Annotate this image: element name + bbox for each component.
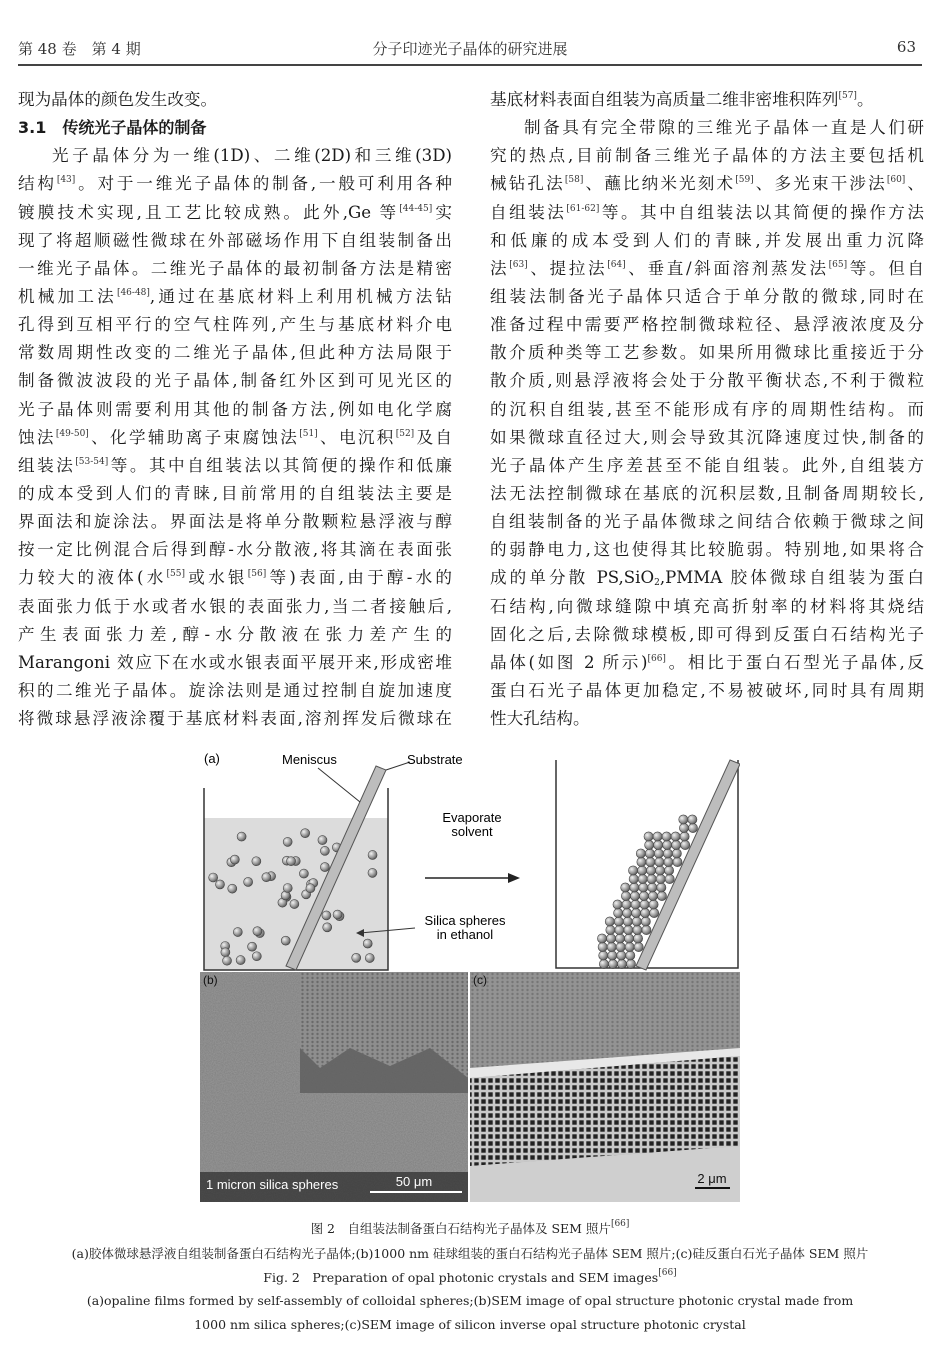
crystal-sphere — [607, 942, 616, 951]
substrate-label: Substrate — [407, 752, 463, 767]
text-line: 和低廉的成本受到人们的青睐,并发展出重力沉降 — [490, 230, 924, 250]
text-line: 法无法控制微球在基底的沉积层数,且制备周期较长, — [490, 483, 924, 503]
silica-sphere — [230, 855, 239, 864]
silica-sphere — [301, 829, 310, 838]
text-line: 固化之后,去除微球模板,即可得到反蛋白石结构光子 — [490, 624, 924, 644]
citation: [64] — [607, 259, 626, 270]
text-line: 常数周期性改变的二维光子晶体,但此种方法局限于 — [18, 343, 452, 363]
header-rule — [18, 64, 922, 66]
crystal-sphere — [597, 934, 606, 943]
crystal-sphere — [654, 840, 663, 849]
citation: [66] — [647, 653, 666, 664]
crystal-sphere — [640, 900, 649, 909]
text-line: 散介质种类等工艺参数。如果所用微球比重接近于分 — [490, 343, 924, 363]
evaporate-label-2: solvent — [451, 824, 493, 839]
citation: [55] — [166, 569, 186, 580]
text-line: 究的热点,目前制备三维光子晶体的方法主要包括机 — [490, 146, 924, 166]
crystal-sphere — [639, 891, 648, 900]
citation: [44-45] — [399, 203, 433, 214]
crystal-sphere — [662, 832, 671, 841]
crystal-sphere — [641, 917, 650, 926]
silica-sphere — [287, 857, 296, 866]
section-heading: 3.1 传统光子晶体的制备 — [18, 118, 207, 138]
silica-sphere — [322, 911, 331, 920]
text-line: 将微球悬浮液涂覆于基底材料表面,溶剂挥发后微球在 — [18, 709, 452, 729]
silica-sphere — [323, 923, 332, 932]
text-line: 机械加工法[46-48],通过在基底材料上利用机械方法钻 — [18, 286, 452, 306]
crystal-sphere — [645, 849, 654, 858]
silica-sphere — [244, 877, 253, 886]
crystal-sphere — [621, 883, 630, 892]
running-title: 分子印迹光子晶体的研究进展 — [372, 40, 568, 58]
crystal-sphere — [646, 866, 655, 875]
panel-b-scale: 50 μm — [395, 1174, 433, 1189]
crystal-sphere — [648, 891, 657, 900]
text-line: 按一定比例混合后得到醇-水分散液,将其滴在表面张 — [18, 540, 452, 560]
text-line: 准备过程中需要严格控制微球粒径、悬浮液浓度及分 — [490, 315, 924, 335]
crystal-sphere — [606, 934, 615, 943]
panel-b-caption: 1 micron silica spheres — [206, 1177, 339, 1192]
text-line: 石结构,向微球缝隙中填充高折射率的材料将其烧结 — [490, 596, 924, 616]
crystal-sphere — [657, 891, 666, 900]
citation: [53-54] — [75, 456, 109, 467]
crystal-sphere — [615, 925, 624, 934]
citation: [58] — [564, 175, 584, 186]
crystal-sphere — [599, 951, 608, 960]
crystal-sphere — [628, 866, 637, 875]
text-line: 自组装制备的光子晶体微球之间结合依赖于微球之间 — [490, 512, 924, 532]
crystal-sphere — [631, 900, 640, 909]
text-line: 光子晶体产生序差甚至不能自组装。此外,自组装方 — [490, 455, 924, 475]
page-number: 63 — [896, 38, 916, 56]
silica-sphere — [209, 873, 218, 882]
crystal-sphere — [636, 849, 645, 858]
crystal-sphere — [616, 942, 625, 951]
volume-issue: 第 48 卷 第 4 期 — [18, 40, 141, 58]
crystal-sphere — [614, 908, 623, 917]
citation: [65] — [828, 259, 848, 270]
crystal-sphere — [629, 874, 638, 883]
text-line: 法[63]、提拉法[64]、垂直/斜面溶剂蒸发法[65]等。但自 — [490, 258, 925, 278]
crystal-sphere — [621, 891, 630, 900]
silica-sphere — [363, 939, 372, 948]
crystal-sphere — [614, 917, 623, 926]
silica-sphere — [216, 880, 225, 889]
spheres-label-1: Silica spheres — [424, 913, 506, 928]
text-line: 现了将超顺磁性微球在外部磁场作用下自组装制备出 — [18, 230, 452, 250]
crystal-sphere — [617, 951, 626, 960]
citation: [60] — [886, 175, 906, 186]
crystal-sphere — [646, 857, 655, 866]
crystal-sphere — [623, 917, 632, 926]
caption-en-title: Fig. 2 Preparation of opal photonic crystals and SEM images[66] — [263, 1268, 677, 1285]
caption-cn-sub: (a)胶体微球悬浮液自组装制备蛋白石结构光子晶体;(b)1000 nm 硅球组装的蛋白石结构光子晶体 SEM 照片;(c)硅反蛋白石光子晶体 SEM 照片 — [71, 1246, 869, 1261]
crystal-sphere — [606, 925, 615, 934]
panel-c-label: (c) — [473, 973, 487, 987]
crystal-sphere — [650, 908, 659, 917]
crystal-sphere — [647, 874, 656, 883]
silica-sphere — [228, 884, 237, 893]
crystal-sphere — [632, 908, 641, 917]
caption-cn-title: 图 2 自组装法制备蛋白石结构光子晶体及 SEM 照片[66] — [310, 1219, 630, 1236]
crystal-sphere — [688, 823, 697, 832]
silica-sphere — [352, 953, 361, 962]
crystal-sphere — [664, 857, 673, 866]
crystal-sphere — [617, 959, 626, 968]
text-line: 光子晶体则需要利用其他的制备方法,例如电化学腐 — [18, 399, 452, 419]
citation: [52] — [395, 428, 415, 439]
citation: [63] — [509, 259, 528, 270]
silica-sphere — [290, 900, 299, 909]
text-line: 力较大的液体(水[55]或水银[56]等)表面,由于醇-水的 — [18, 568, 453, 588]
figure-2 — [200, 748, 740, 1204]
text-line: 的成本受到人们的青睐,目前常用的自组装法主要是 — [18, 483, 452, 503]
evaporate-label-1: Evaporate — [442, 810, 502, 825]
text-line: 基底材料表面自组装为高质量二维非密堆积阵列[57]。 — [490, 90, 874, 109]
caption-en-sub-1: (a)opaline films formed by self-assembly of colloidal spheres;(b)SEM image of opal structure photonic crystal made from — [86, 1293, 854, 1308]
subscript: 2 — [654, 578, 660, 589]
crystal-sphere — [663, 840, 672, 849]
left-column — [18, 86, 452, 733]
text-line: 表面张力低于水或者水银的表面张力,当二者接触后, — [18, 596, 452, 616]
crystal-sphere — [681, 840, 690, 849]
crystal-sphere — [656, 874, 665, 883]
text-line: 成的单分散 PS,SiO$_2$,PMMA 胶体微球自组装为蛋白 — [490, 568, 924, 589]
crystal-sphere — [641, 908, 650, 917]
silica-sphere — [221, 948, 230, 957]
text-line: 镀膜技术实现,且工艺比较成熟。此外,Ge 等[44-45]实 — [18, 202, 452, 222]
citation: [43] — [56, 175, 76, 186]
citation: [49-50] — [55, 428, 89, 439]
silica-sphere — [306, 884, 315, 893]
crystal-sphere — [671, 832, 680, 841]
crystal-sphere — [613, 900, 622, 909]
citation: [59] — [735, 175, 754, 186]
crystal-sphere — [644, 832, 653, 841]
text-line: 组装法[53-54]等。其中自组装法以其简便的操作和低廉 — [18, 455, 453, 475]
crystal-sphere — [634, 942, 643, 951]
panel-a — [200, 748, 740, 972]
crystal-sphere — [598, 942, 607, 951]
panel-c — [470, 972, 740, 1202]
crystal-sphere — [645, 840, 654, 849]
citation: [61-62] — [566, 203, 600, 214]
crystal-sphere — [649, 900, 658, 909]
citation: [57] — [838, 91, 857, 101]
crystal-sphere — [657, 883, 666, 892]
text-line: 制备具有完全带隙的三维光子晶体一直是人们研 — [524, 118, 924, 138]
crystal-sphere — [653, 832, 662, 841]
text-line: 制备微波波段的光子晶体,制备红外区到可见光区的 — [18, 371, 452, 391]
panel-a-label: (a) — [204, 751, 220, 766]
crystal-sphere — [630, 883, 639, 892]
text-line: 光子晶体分为一维(1D)、二维(2D)和三维(3D) — [52, 146, 452, 166]
crystal-sphere — [626, 951, 635, 960]
crystal-sphere — [655, 857, 664, 866]
caption-en-sub-2: 1000 nm silica spheres;(c)SEM image of silicon inverse opal structure photonic crystal — [194, 1317, 746, 1332]
text-line: 蚀法[49-50]、化学辅助离子束腐蚀法[51]、电沉积[52]及自 — [18, 427, 453, 447]
citation: [66] — [658, 1268, 677, 1278]
text-line: 现为晶体的颜色发生改变。 — [18, 90, 218, 109]
crystal-sphere — [608, 959, 617, 968]
crystal-sphere — [623, 908, 632, 917]
silica-sphere — [283, 883, 292, 892]
crystal-sphere — [622, 900, 631, 909]
crystal-sphere — [655, 866, 664, 875]
text-line: 散介质,则悬浮液将会处于分散平衡状态,不利于微粒 — [490, 371, 924, 391]
citation: [66] — [610, 1219, 630, 1229]
crystal-sphere — [630, 891, 639, 900]
crystal-sphere — [673, 857, 682, 866]
crystal-sphere — [654, 849, 663, 858]
crystal-sphere — [642, 925, 651, 934]
silica-sphere — [262, 873, 271, 882]
crystal-sphere — [637, 866, 646, 875]
panel-b — [200, 972, 468, 1202]
silica-sphere — [365, 954, 374, 963]
crystal-sphere — [638, 874, 647, 883]
crystal-sphere — [679, 823, 688, 832]
silica-sphere — [320, 863, 329, 872]
panel-c-scale: 2 μm — [697, 1171, 727, 1186]
spheres-label-2: in ethanol — [436, 927, 494, 942]
silica-sphere — [283, 837, 292, 846]
text-line: 械钻孔法[58]、蘸比纳米光刻术[59]、多光束干涉法[60]、 — [490, 174, 925, 194]
crystal-sphere — [626, 959, 635, 968]
crystal-sphere — [664, 866, 673, 875]
silica-sphere — [318, 836, 327, 845]
crystal-sphere — [679, 815, 688, 824]
silica-sphere — [253, 927, 262, 936]
crystal-sphere — [605, 917, 614, 926]
text-line: 积的二维光子晶体。旋涂法则是通过控制自旋加速度 — [18, 680, 452, 700]
citation: [51] — [299, 428, 318, 439]
text-line: 性大孔结构。 — [490, 709, 590, 729]
crystal-sphere — [665, 874, 674, 883]
text-line: 产生表面张力差,醇-水分散液在张力差产生的 — [18, 624, 452, 644]
silica-sphere — [233, 928, 242, 937]
text-line: 蛋白石光子晶体更加稳定,不易被破坏,同时具有周期 — [490, 680, 924, 700]
silica-sphere — [320, 846, 329, 855]
panel-b-label: (b) — [203, 973, 218, 987]
silica-sphere — [252, 952, 261, 961]
crystal-sphere — [633, 934, 642, 943]
text-line: 结构[43]。对于一维光子晶体的制备,一般可利用各种 — [18, 174, 453, 194]
silica-sphere — [248, 942, 257, 951]
text-line: 如果微球直径过大,则会导致其沉降速度过快,制备的 — [490, 427, 924, 447]
crystal-sphere — [663, 849, 672, 858]
crystal-sphere — [624, 925, 633, 934]
text-line: 孔得到互相平行的空气柱阵列,产生与基底材料介电 — [18, 315, 452, 335]
silica-sphere — [368, 868, 377, 877]
text-line: 自组装法[61-62]等。其中自组装法以其简便的操作方法 — [490, 202, 925, 222]
crystal-sphere — [615, 934, 624, 943]
crystal-sphere — [624, 934, 633, 943]
citation: [56] — [247, 569, 267, 580]
silica-sphere — [223, 956, 232, 965]
silica-sphere — [281, 936, 290, 945]
crystal-sphere — [625, 942, 634, 951]
silica-sphere — [333, 910, 342, 919]
crystal-sphere — [639, 883, 648, 892]
crystal-sphere — [680, 832, 689, 841]
crystal-sphere — [599, 959, 608, 968]
text-line: Marangoni 效应下在水或水银表面平展开来,形成密堆 — [18, 652, 452, 672]
crystal-sphere — [672, 840, 681, 849]
silica-sphere — [236, 956, 245, 965]
text-line: 晶体(如图 2 所示)[66]。相比于蛋白石型光子晶体,反 — [490, 652, 924, 672]
crystal-sphere — [648, 883, 657, 892]
crystal-sphere — [632, 917, 641, 926]
text-line: 的弱静电力,这也使得其比较脆弱。特别地,如果将合 — [490, 540, 924, 560]
text-line: 界面法和旋涂法。界面法是将单分散颗粒悬浮液与醇 — [18, 512, 452, 532]
right-column — [490, 86, 924, 733]
crystal-sphere — [637, 857, 646, 866]
meniscus-label: Meniscus — [282, 752, 337, 767]
silica-sphere — [237, 832, 246, 841]
crystal-sphere — [672, 849, 681, 858]
text-line: 组装法制备光子晶体只适合于单分散的微球,同时在 — [490, 286, 924, 306]
silica-sphere — [368, 850, 377, 859]
text-line: 一维光子晶体。二维光子晶体的最初制备方法是精密 — [18, 258, 452, 278]
crystal-sphere — [608, 951, 617, 960]
citation: [46-48] — [116, 287, 150, 298]
text-line: 的沉积自组装,甚至不能形成有序的周期性结构。而 — [490, 399, 924, 419]
crystal-sphere — [633, 925, 642, 934]
silica-sphere — [299, 869, 308, 878]
silica-sphere — [252, 857, 261, 866]
crystal-sphere — [688, 815, 697, 824]
